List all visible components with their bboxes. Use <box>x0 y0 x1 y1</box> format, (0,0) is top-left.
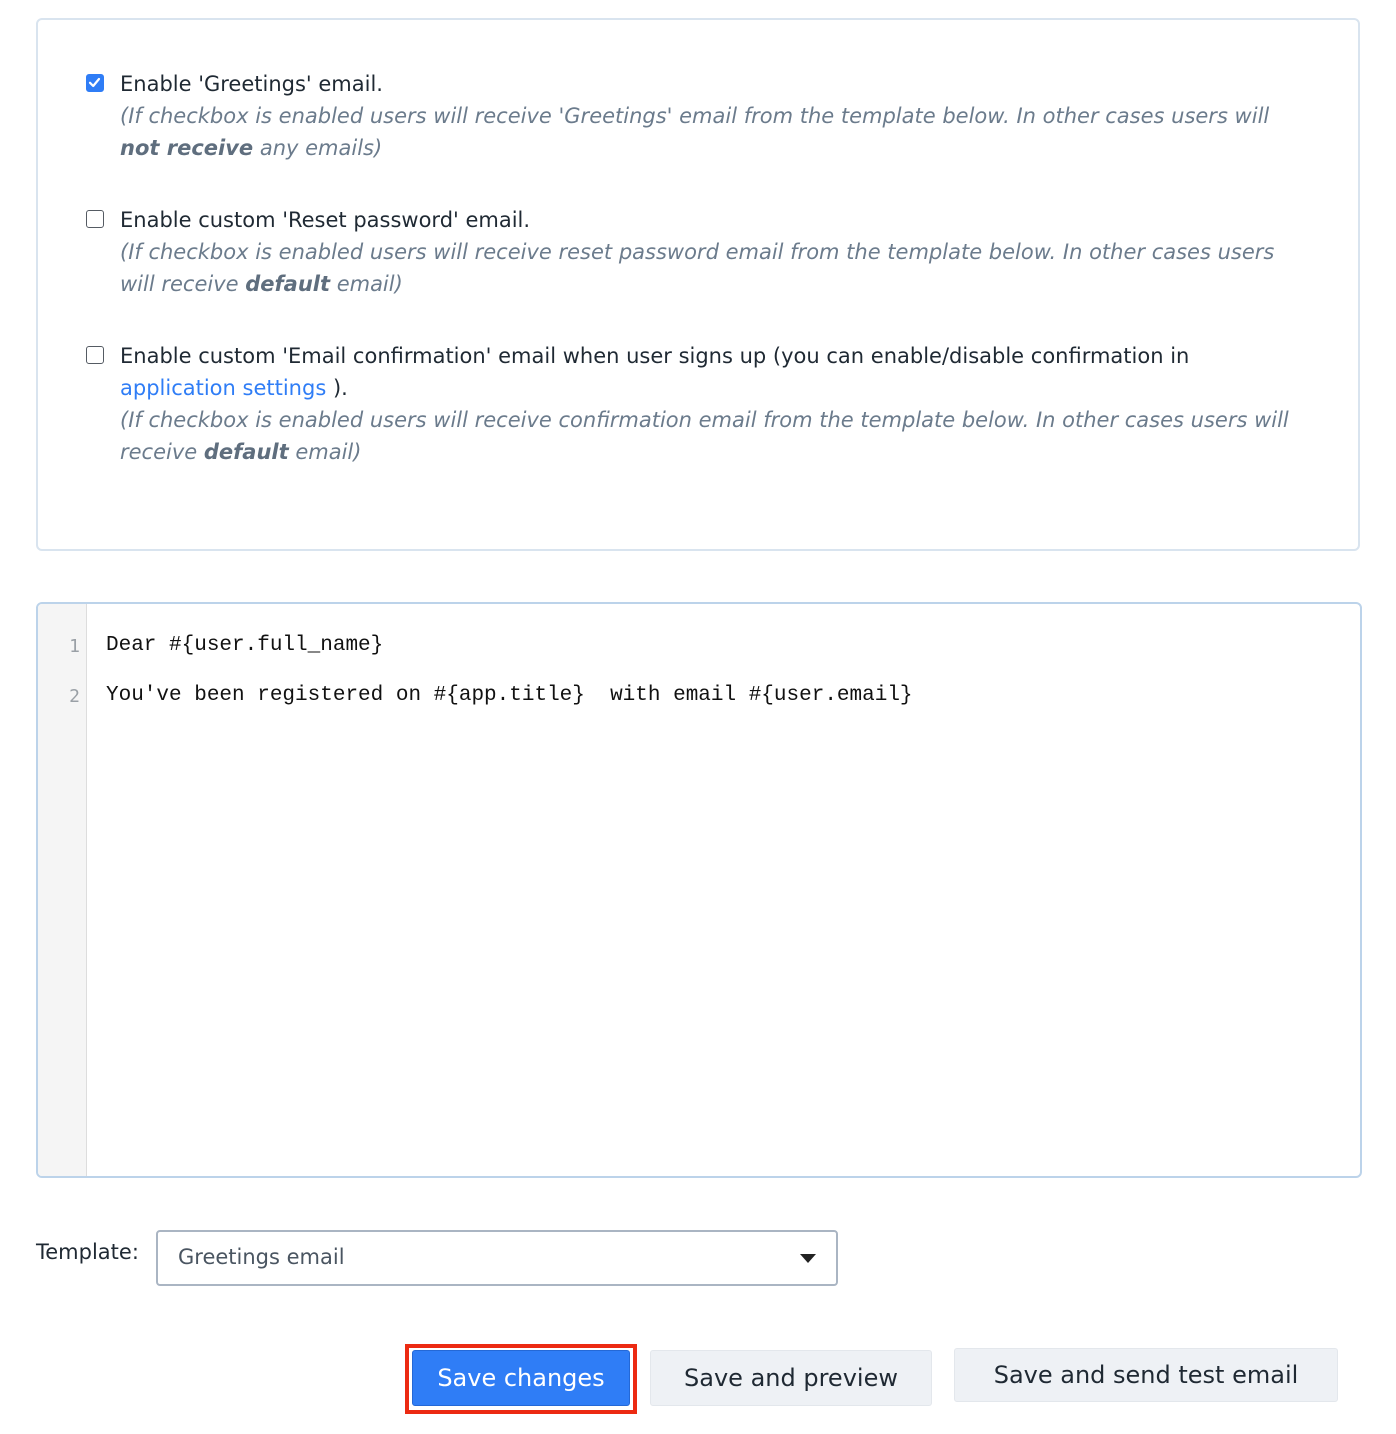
template-label: Template: <box>36 1240 139 1264</box>
greetings-checkbox[interactable] <box>86 74 104 92</box>
checkmark-icon <box>88 76 101 89</box>
caret-down-icon <box>800 1254 816 1263</box>
template-select[interactable] <box>156 1230 838 1286</box>
line-number-gutter <box>38 604 87 1176</box>
greetings-hint: (If checkbox is enabled users will receive 'Greetings' email from the template below. In other cases users will not receive any emails) <box>120 104 1270 160</box>
save-changes-button[interactable]: Save changes <box>412 1350 630 1406</box>
save-and-send-test-email-button[interactable]: Save and send test email <box>954 1348 1338 1402</box>
line-number: 1 <box>69 636 80 657</box>
code-line[interactable]: You've been registered on #{app.title} with email #{user.email} <box>106 684 913 707</box>
email-confirmation-option <box>86 340 1306 468</box>
email-confirmation-label: Enable custom 'Email confirmation' email when user signs up (you can enable/disable confirmation in application settings ). <box>120 344 1190 400</box>
template-selected-value: Greetings email <box>178 1245 345 1269</box>
reset-password-label: Enable custom 'Reset password' email. <box>120 208 531 232</box>
template-code-editor[interactable] <box>36 602 1362 1178</box>
save-and-preview-button[interactable]: Save and preview <box>650 1350 932 1406</box>
greetings-option <box>86 68 1306 164</box>
line-number: 2 <box>69 686 80 707</box>
greetings-label: Enable 'Greetings' email. <box>120 72 383 96</box>
reset-password-checkbox[interactable] <box>86 210 104 228</box>
email-confirmation-hint: (If checkbox is enabled users will receive confirmation email from the template below. In other cases users will receive default email) <box>120 408 1289 464</box>
code-line[interactable]: Dear #{user.full_name} <box>106 634 384 657</box>
application-settings-link[interactable]: application settings <box>120 376 327 400</box>
email-options-card <box>36 18 1360 551</box>
email-confirmation-checkbox[interactable] <box>86 346 104 364</box>
reset-password-option <box>86 204 1306 300</box>
reset-password-hint: (If checkbox is enabled users will receive reset password email from the template below. In other cases users will receive default email) <box>120 240 1275 296</box>
